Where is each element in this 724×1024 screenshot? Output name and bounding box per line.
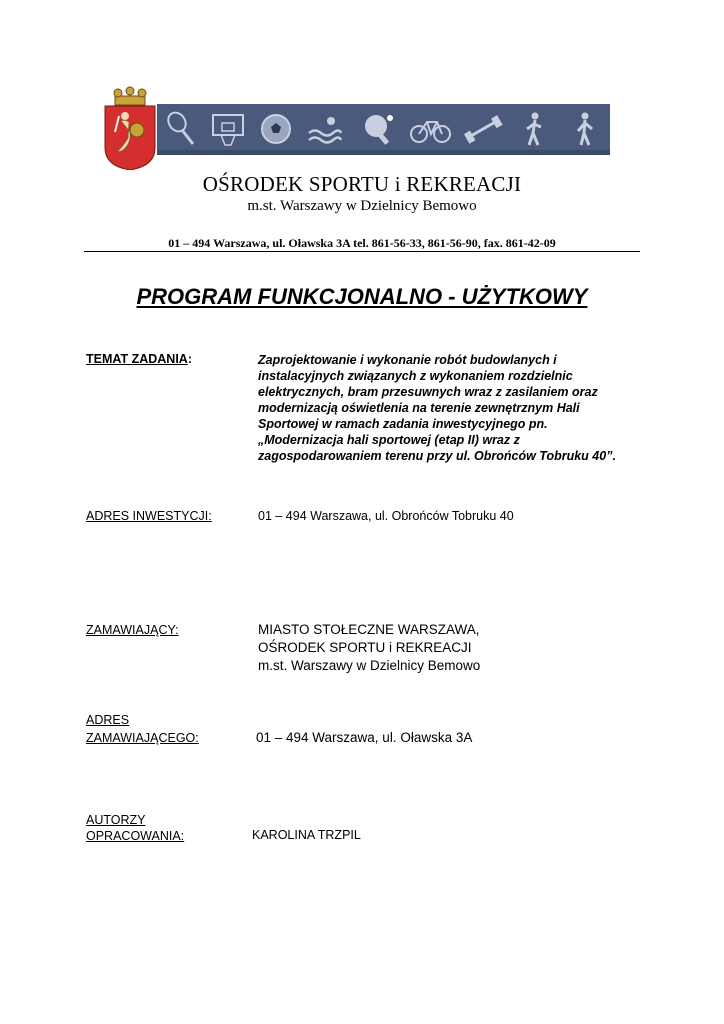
investment-address-label: ADRES INWESTYCJI: [86, 509, 212, 523]
task-description: Zaprojektowanie i wykonanie robót budowlanych i instalacyjnych związanych z wykonaniem rozdzielnic elektrycznych, bram przesuwnych wraz z zasilaniem oraz modernizacją oświetlenia na terenie zewnętrznym Hali Sportowej w ramach zadania inwestycyjnego pn. „Modernizacja hali sportowej (etap II) wraz z zagospodarowaniem terenu przy ul. Obrońców Tobruku 40”. [258, 353, 616, 463]
runner-icon [515, 109, 553, 149]
authors-value: KAROLINA TRZPIL [252, 828, 361, 842]
document-title: PROGRAM FUNKCJONALNO - UŻYTKOWY [136, 284, 588, 309]
organization-name: OŚRODEK SPORTU i REKREACJI [202, 172, 522, 196]
basketball-hoop-icon [209, 109, 247, 149]
soccer-ball-icon [257, 109, 295, 149]
bicycle-icon [409, 109, 447, 149]
athlete-icon [565, 109, 603, 149]
header-divider [84, 251, 640, 252]
task-label: TEMAT ZADANIA: [86, 352, 193, 366]
contact-line: 01 – 494 Warszawa, ul. Oławska 3A tel. 861-56-33, 861-56-90, fax. 861-42-09 [168, 236, 556, 250]
client-label: ZAMAWIAJĄCY: [86, 623, 179, 637]
sports-banner [157, 104, 610, 155]
client-name [258, 621, 480, 675]
authors-label: AUTORZY OPRACOWANIA: [86, 813, 185, 843]
client-address-label: ADRES ZAMAWIAJĄCEGO: [86, 713, 199, 745]
client-line: m.st. Warszawy w Dzielnicy Bemowo [258, 658, 481, 673]
organization-subtitle: m.st. Warszawy w Dzielnicy Bemowo [247, 198, 477, 214]
banner-stripe [157, 150, 610, 155]
client-line: MIASTO STOŁECZNE WARSZAWA, [258, 622, 480, 637]
barbell-icon [463, 109, 501, 149]
table-tennis-icon [359, 109, 397, 149]
swimming-icon [305, 109, 343, 149]
client-line: OŚRODEK SPORTU i REKREACJI [258, 640, 472, 655]
tennis-racket-icon [163, 109, 201, 149]
warsaw-crest-icon [103, 86, 157, 170]
investment-address-value: 01 – 494 Warszawa, ul. Obrońców Tobruku 40 [258, 509, 514, 523]
client-address-value: 01 – 494 Warszawa, ul. Oławska 3A [256, 730, 473, 745]
